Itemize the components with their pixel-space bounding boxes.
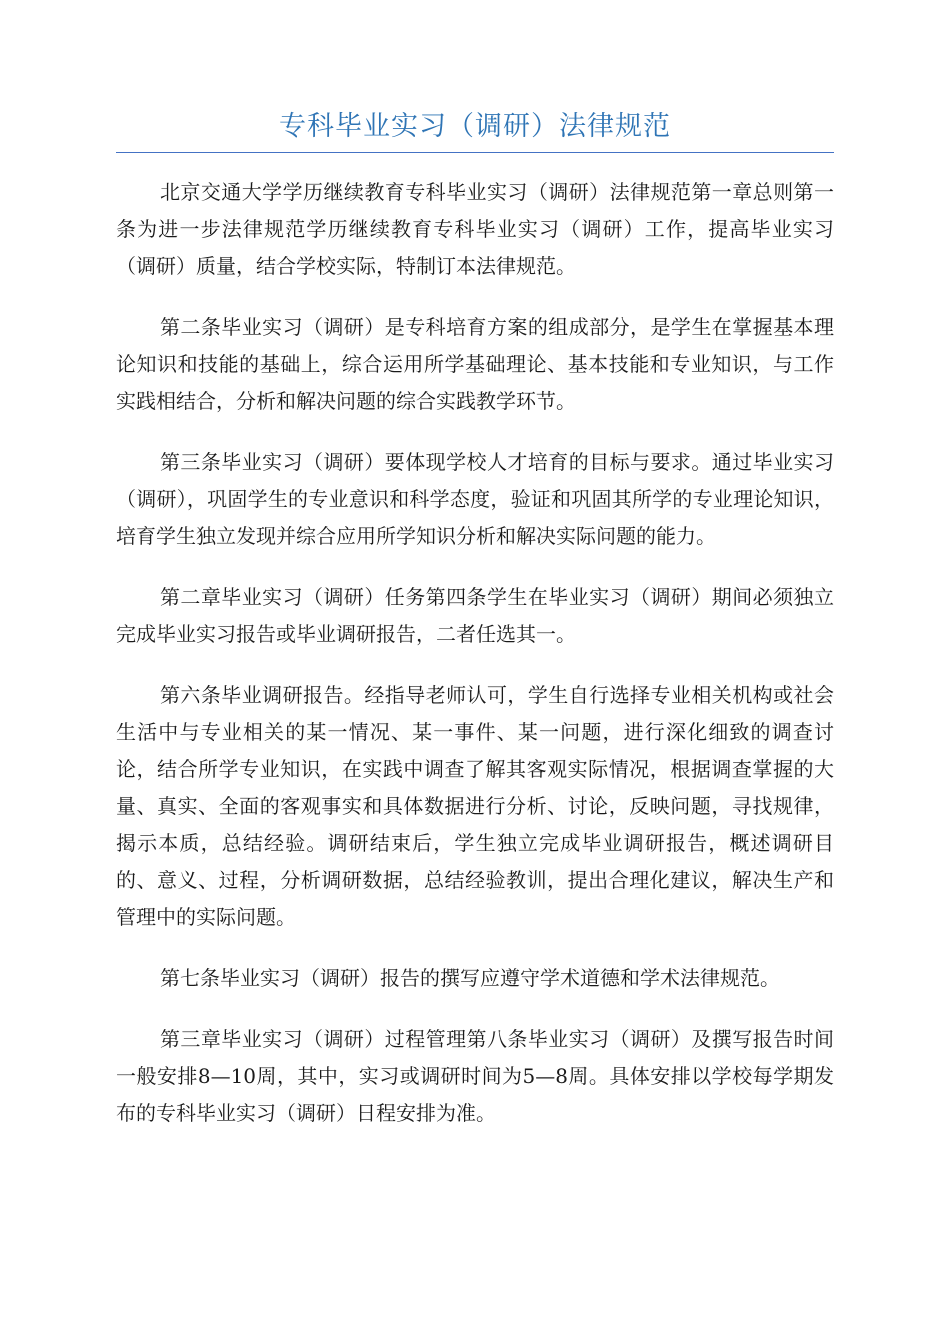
- paragraph-article2: 第二条毕业实习（调研）是专科培育方案的组成部分，是学生在掌握基本理论知识和技能的基础上，综合运用所学基础理论、基本技能和专业知识，与工作实践相结合，分析和解决问题的综合实践教学环节。: [116, 315, 834, 413]
- paragraph-chapter3-article8: 第三章毕业实习（调研）过程管理第八条毕业实习（调研）及撰写报告时间一般安排8—10周，其中，实习或调研时间为5—8周。具体安排以学校每学期发布的专科毕业实习（调研）日程安排为准。: [116, 1027, 834, 1125]
- document-title: 专科毕业实习（调研）法律规范: [116, 108, 834, 153]
- paragraph-chapter1-article1: 北京交通大学学历继续教育专科毕业实习（调研）法律规范第一章总则第一条为进一步法律规范学历继续教育专科毕业实习（调研）工作，提高毕业实习（调研）质量，结合学校实际，特制订本法律规范。: [116, 180, 834, 278]
- document-body: [116, 174, 834, 1156]
- paragraph-article3: 第三条毕业实习（调研）要体现学校人才培育的目标与要求。通过毕业实习（调研），巩固学生的专业意识和科学态度，验证和巩固其所学的专业理论知识，培育学生独立发现并综合应用所学知识分析和解决实际问题的能力。: [116, 450, 834, 548]
- paragraph-chapter2-article4: 第二章毕业实习（调研）任务第四条学生在毕业实习（调研）期间必须独立完成毕业实习报告或毕业调研报告，二者任选其一。: [116, 585, 834, 646]
- title-block: [116, 108, 834, 153]
- paragraph-article7: 第七条毕业实习（调研）报告的撰写应遵守学术道德和学术法律规范。: [160, 966, 780, 990]
- paragraph-article6: 第六条毕业调研报告。经指导老师认可，学生自行选择专业相关机构或社会生活中与专业相关的某一情况、某一事件、某一问题，进行深化细致的调查讨论，结合所学专业知识，在实践中调查了解其客观实际情况，根据调查掌握的大量、真实、全面的客观事实和具体数据进行分析、讨论，反映问题，寻找规律，揭示本质，总结经验。调研结束后，学生独立完成毕业调研报告，概述调研目的、意义、过程，分析调研数据，总结经验教训，提出合理化建议，解决生产和管理中的实际问题。: [116, 683, 834, 929]
